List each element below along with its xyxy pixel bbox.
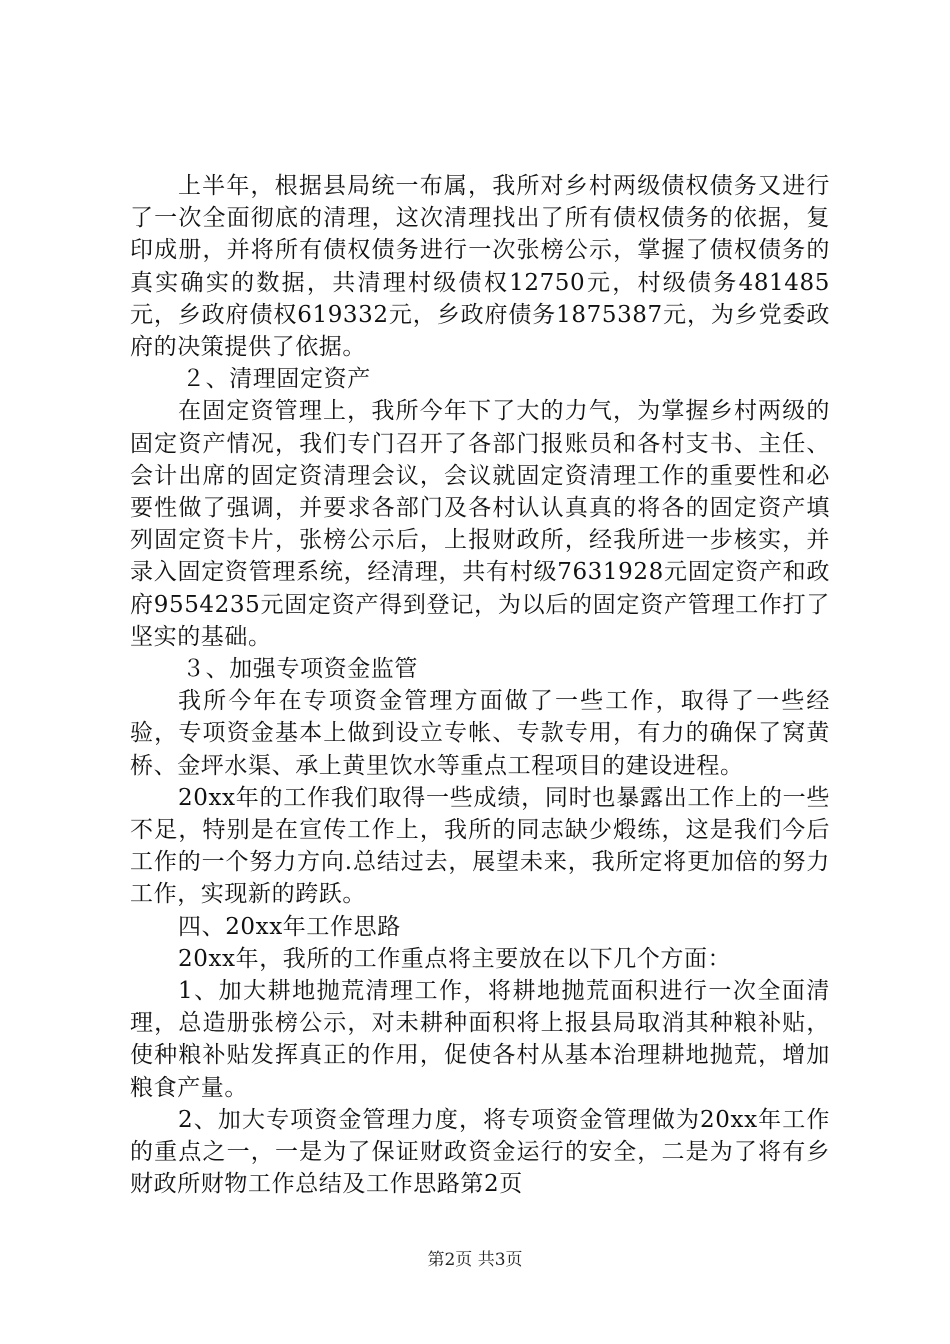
paragraph-plan-item-2: 2、加大专项资金管理力度，将专项资金管理做为20xx年工作的重点之一，一是为了保证财政资金运行的安全，二是为了将有乡财政所财物工作总结及工作思路第2页 [130,1106,830,1198]
paragraph-debt-cleanup: 上半年，根据县局统一布属，我所对乡村两级债权债务又进行了一次全面彻底的清理，这次清理找出了所有债权债务的依据，复印成册，并将所有债权债务进行一次张榜公示，掌握了债权债务的真实确实的数据，共清理村级债权12750元，村级债务481485元，乡政府债权619332元，乡政府债务1875387元，为乡党委政府的决策提供了依据。 [130,173,830,361]
heading-special-funds: ３、加强专项资金监管 [182,656,418,683]
paragraph-summary: 20xx年的工作我们取得一些成绩，同时也暴露出工作上的一些不足，特别是在宣传工作上，我所的同志缺少煅练，这是我们今后工作的一个努力方向.总结过去，展望未来，我所定将更加倍的努力工作，实现新的跨跃。 [130,784,830,908]
paragraph-fixed-assets: 在固定资管理上，我所今年下了大的力气，为掌握乡村两级的固定资产情况，我们专门召开了各部门报账员和各村支书、主任、会计出席的固定资清理会议，会议就固定资清理工作的重要性和必要性做了强调，并要求各部门及各村认认真真的将各的固定资产填列固定资卡片，张榜公示后，上报财政所，经我所进一步核实，并录入固定资管理系统，经清理，共有村级7631928元固定资产和政府9554235元固定资产得到登记，为以后的固定资产管理工作打了坚实的基础。 [130,398,830,650]
page-footer: 第2页 共3页 [427,1250,523,1270]
paragraph-plan-intro: 20xx年，我所的工作重点将主要放在以下几个方面： [178,945,732,972]
document-body [130,170,830,1201]
heading-work-plan: 四、20xx年工作思路 [178,913,401,940]
paragraph-special-funds: 我所今年在专项资金管理方面做了一些工作，取得了一些经验，专项资金基本上做到设立专帐、专款专用，有力的确保了窝黄桥、金坪水渠、承上黄里饮水等重点工程项目的建设进程。 [130,688,830,779]
paragraph-plan-item-1: 1、加大耕地抛荒清理工作，将耕地抛荒面积进行一次全面清理，总造册张榜公示，对未耕种面积将上报县局取消其种粮补贴，使种粮补贴发挥真正的作用，促使各村从基本治理耕地抛荒，增加粮食产量。 [130,978,830,1101]
heading-fixed-assets: ２、清理固定资产 [182,366,371,393]
